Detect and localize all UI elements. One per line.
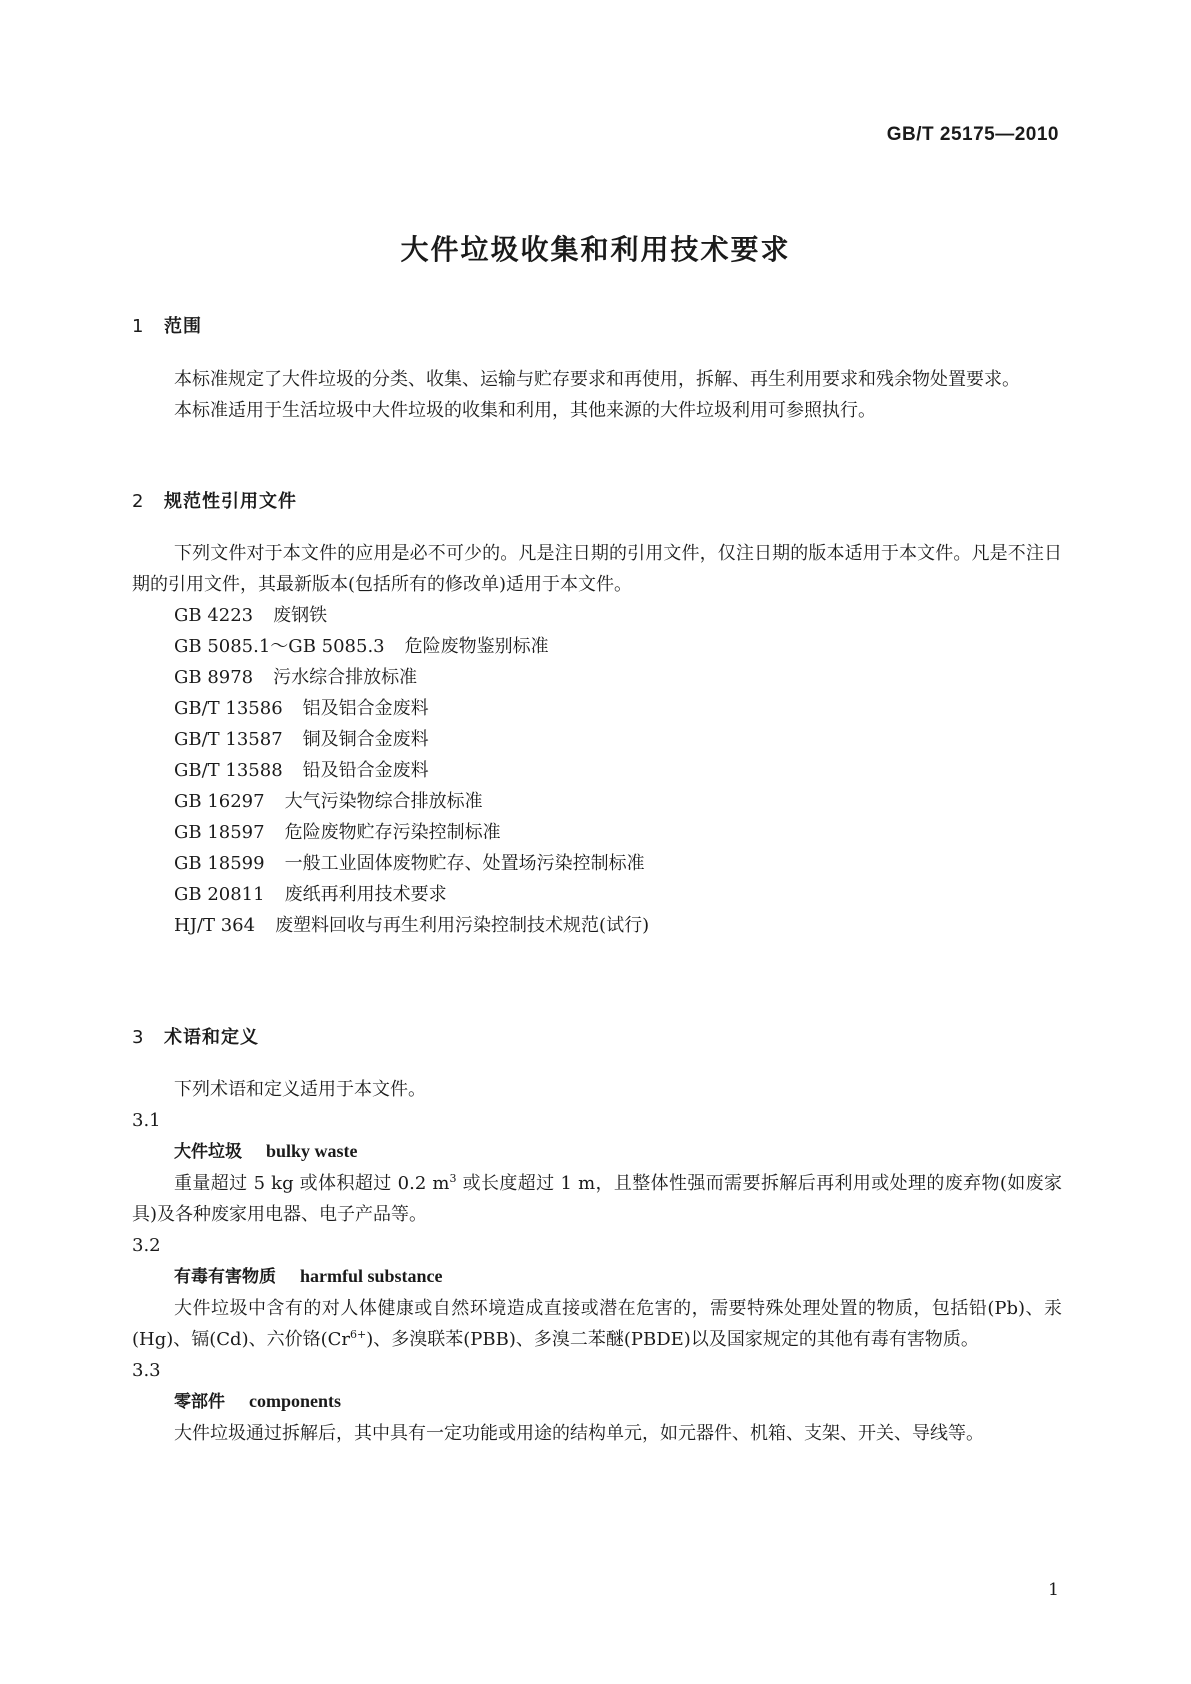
- section-1-heading: [132, 312, 202, 338]
- reference-item: [132, 786, 1062, 817]
- reference-name: 铜及铜合金废料: [302, 729, 429, 750]
- term-definition: [132, 1293, 1062, 1355]
- document-title: 大件垃圾收集和利用技术要求: [400, 233, 791, 266]
- standard-code: GB/T 25175—2010: [886, 124, 1059, 145]
- term-definition: [132, 1418, 1062, 1449]
- reference-item: [132, 910, 1062, 941]
- definition-text: 大件垃圾中含有的对人体健康或自然环境造成直接或潜在危害的，需要特殊处理处置的物质，包括铅(Pb)、汞(Hg)、镉(Cd)、六价铬(Cr: [132, 1298, 1062, 1350]
- reference-item: [132, 693, 1062, 724]
- reference-name: 铅及铅合金废料: [302, 760, 429, 781]
- term-zh: 有毒有害物质: [174, 1267, 276, 1287]
- page-number: 1: [1048, 1580, 1059, 1600]
- reference-name: 污水综合排放标准: [273, 667, 418, 688]
- reference-code: GB 20811: [174, 884, 265, 905]
- term-heading: [132, 1136, 1062, 1168]
- term-definition: [132, 1168, 1062, 1230]
- section-title: 范围: [164, 316, 202, 337]
- definition-text: 或长度超过 1 m，且整体性强而需要拆解后再利用或处理的废弃物(如废家具)及各种废家用电器、电子产品等。: [132, 1173, 1062, 1225]
- section-1-body: [132, 364, 1062, 426]
- term-en: components: [249, 1391, 342, 1411]
- superscript: 3: [449, 1172, 457, 1185]
- reference-code: GB 18597: [174, 822, 265, 843]
- reference-code: GB 16297: [174, 791, 265, 812]
- reference-name: 一般工业固体废物贮存、处置场污染控制标准: [284, 853, 645, 874]
- section-number: 3: [132, 1027, 145, 1048]
- reference-code: GB 18599: [174, 853, 265, 874]
- reference-name: 废钢铁: [273, 605, 328, 626]
- section-2-heading: [132, 487, 297, 513]
- reference-name: 废纸再利用技术要求: [284, 884, 447, 905]
- term-heading: [132, 1386, 1062, 1418]
- reference-item: [132, 848, 1062, 879]
- reference-item: [132, 600, 1062, 631]
- reference-item: [132, 631, 1062, 662]
- section-2-body: [132, 538, 1062, 941]
- term-zh: 零部件: [174, 1392, 225, 1412]
- term-zh: 大件垃圾: [174, 1142, 242, 1162]
- clause-number: 3.3: [132, 1360, 161, 1381]
- reference-item: [132, 662, 1062, 693]
- reference-code: GB 4223: [174, 605, 254, 626]
- section-number: 1: [132, 316, 145, 337]
- paragraph: 本标准规定了大件垃圾的分类、收集、运输与贮存要求和再使用，拆解、再生利用要求和残余物处置要求。: [174, 369, 1020, 390]
- reference-code: HJ/T 364: [174, 915, 256, 936]
- reference-name: 危险废物鉴别标准: [404, 636, 549, 657]
- reference-item: [132, 817, 1062, 848]
- term-heading: [132, 1261, 1062, 1293]
- reference-code: GB/T 13587: [174, 729, 283, 750]
- definition-text: 重量超过 5 kg 或体积超过 0.2 m: [174, 1173, 450, 1194]
- reference-item: [132, 879, 1062, 910]
- section-title: 术语和定义: [164, 1027, 259, 1048]
- section-title: 规范性引用文件: [164, 491, 297, 512]
- reference-code: GB/T 13586: [174, 698, 283, 719]
- paragraph: 下列术语和定义适用于本文件。: [174, 1079, 426, 1100]
- clause-number: 3.2: [132, 1235, 161, 1256]
- reference-code: GB 5085.1～GB 5085.3: [174, 636, 385, 657]
- reference-name: 大气污染物综合排放标准: [284, 791, 483, 812]
- reference-name: 铝及铝合金废料: [302, 698, 429, 719]
- definition-text: 大件垃圾通过拆解后，其中具有一定功能或用途的结构单元，如元器件、机箱、支架、开关、导线等。: [174, 1423, 984, 1444]
- paragraph: 下列文件对于本文件的应用是必不可少的。凡是注日期的引用文件，仅注日期的版本适用于本文件。凡是不注日期的引用文件，其最新版本(包括所有的修改单)适用于本文件。: [132, 543, 1062, 595]
- term-en: harmful substance: [300, 1266, 443, 1286]
- section-3-heading: [132, 1023, 259, 1049]
- reference-code: GB 8978: [174, 667, 254, 688]
- term-en: bulky waste: [266, 1141, 358, 1161]
- clause-number: 3.1: [132, 1110, 161, 1131]
- section-3-body: [132, 1074, 1062, 1449]
- reference-code: GB/T 13588: [174, 760, 283, 781]
- reference-name: 危险废物贮存污染控制标准: [284, 822, 501, 843]
- superscript: 6+: [350, 1328, 367, 1341]
- paragraph: 本标准适用于生活垃圾中大件垃圾的收集和利用，其他来源的大件垃圾利用可参照执行。: [174, 400, 876, 421]
- reference-item: [132, 755, 1062, 786]
- reference-name: 废塑料回收与再生利用污染控制技术规范(试行): [275, 915, 650, 936]
- definition-text: )、多溴联苯(PBB)、多溴二苯醚(PBDE)以及国家规定的其他有毒有害物质。: [366, 1329, 979, 1350]
- reference-item: [132, 724, 1062, 755]
- section-number: 2: [132, 491, 145, 512]
